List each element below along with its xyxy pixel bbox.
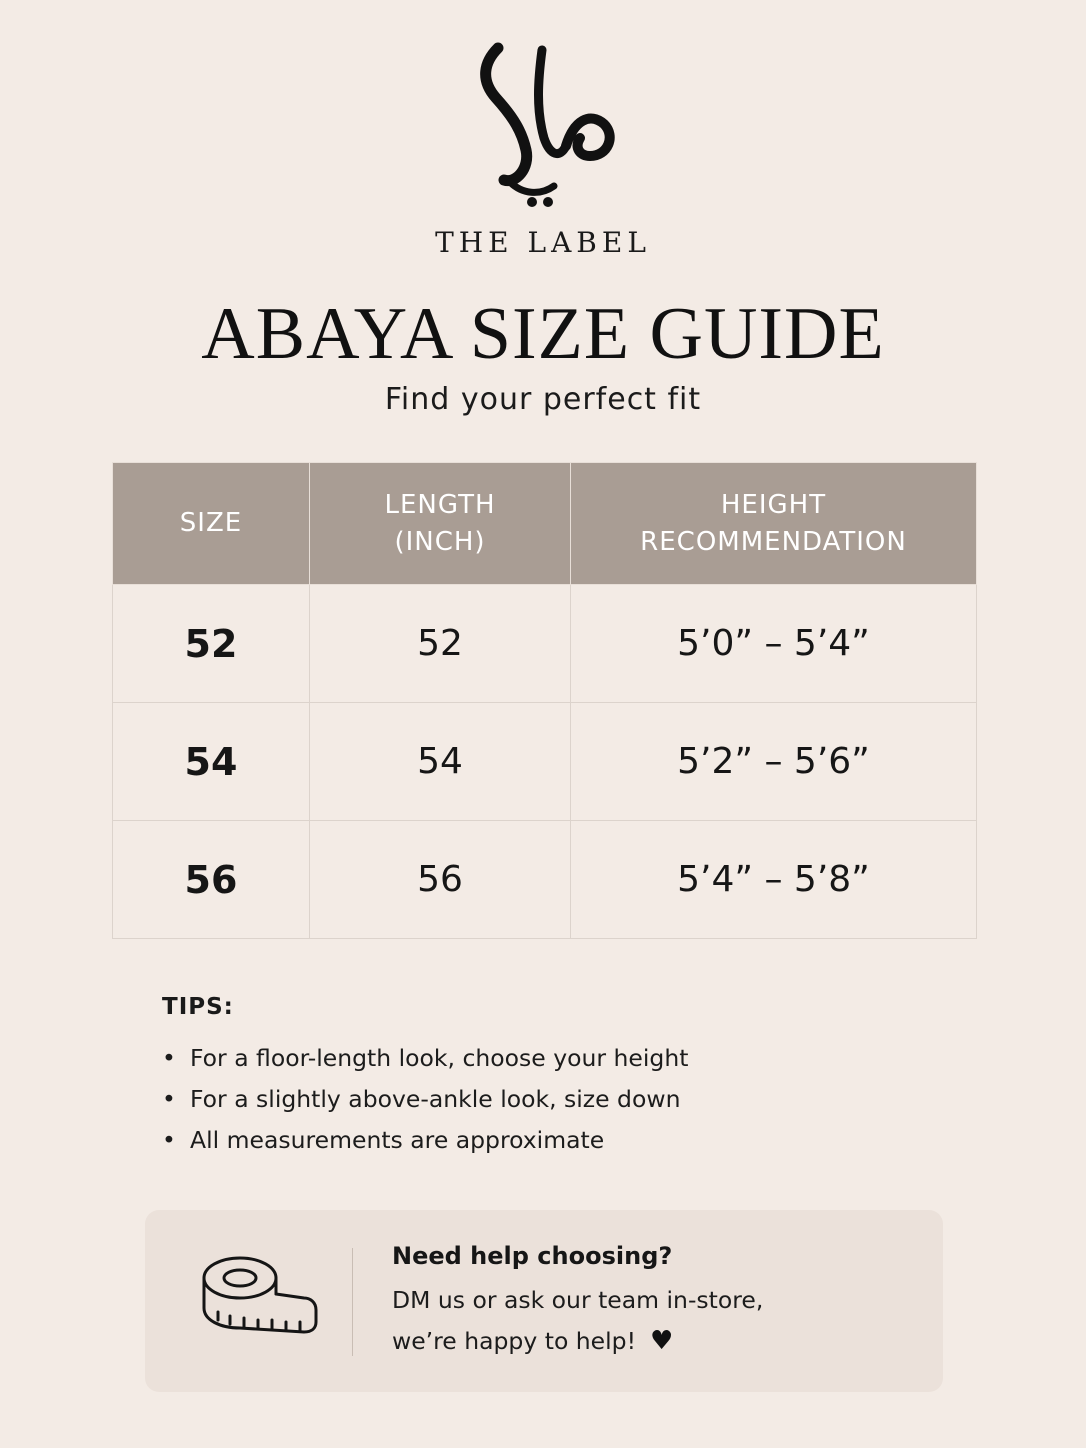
arabic-calligraphy-logo-icon: [470, 40, 630, 215]
bullet-icon: •: [162, 1085, 176, 1113]
table-row: [113, 585, 977, 703]
size-cell: 52: [113, 585, 310, 703]
tip-text: All measurements are approximate: [190, 1126, 605, 1154]
size-guide-table: [112, 462, 977, 939]
column-header-height-line2: RECOMMENDATION: [640, 526, 907, 557]
help-line-1: DM us or ask our team in-store,: [392, 1286, 764, 1314]
tip-text: For a floor-length look, choose your height: [190, 1044, 689, 1072]
help-divider: [352, 1248, 353, 1356]
column-header-height: [571, 463, 977, 585]
tips-list: [162, 1038, 962, 1161]
page-title: ABAYA SIZE GUIDE: [201, 293, 885, 375]
brand-subtitle: THE LABEL: [435, 226, 651, 259]
page-subtitle: Find your perfect fit: [384, 382, 702, 417]
tip-text: For a slightly above-ankle look, size down: [190, 1085, 681, 1113]
size-cell: 54: [113, 703, 310, 821]
table-row: [113, 703, 977, 821]
list-item: [162, 1038, 962, 1079]
table-header-row: [113, 463, 977, 585]
column-header-length-line1: LENGTH: [384, 489, 496, 520]
bullet-icon: •: [162, 1044, 176, 1072]
table-row: [113, 821, 977, 939]
bullet-icon: •: [162, 1126, 176, 1154]
length-cell: 54: [310, 703, 571, 821]
help-heading: Need help choosing?: [392, 1242, 673, 1270]
list-item: [162, 1079, 962, 1120]
length-cell: 56: [310, 821, 571, 939]
height-cell: 5’4” – 5’8”: [571, 821, 977, 939]
measuring-tape-icon: [200, 1250, 320, 1340]
help-line-2: we’re happy to help!: [392, 1327, 637, 1355]
column-header-height-line1: HEIGHT: [720, 489, 827, 520]
column-header-length: [310, 463, 571, 585]
height-cell: 5’2” – 5’6”: [571, 703, 977, 821]
list-item: [162, 1120, 962, 1161]
height-cell: 5’0” – 5’4”: [571, 585, 977, 703]
help-text-block: [392, 1242, 912, 1362]
column-header-size-label: SIZE: [179, 508, 243, 538]
help-box: [145, 1210, 943, 1392]
column-header-size: [113, 463, 310, 585]
help-line-2-row: [392, 1321, 912, 1362]
size-cell: 56: [113, 821, 310, 939]
column-header-length-line2: (INCH): [394, 526, 486, 557]
length-cell: 52: [310, 585, 571, 703]
heart-icon: ♥: [650, 1326, 674, 1356]
tips-heading: TIPS:: [162, 994, 234, 1020]
tips-section: [162, 994, 962, 1161]
